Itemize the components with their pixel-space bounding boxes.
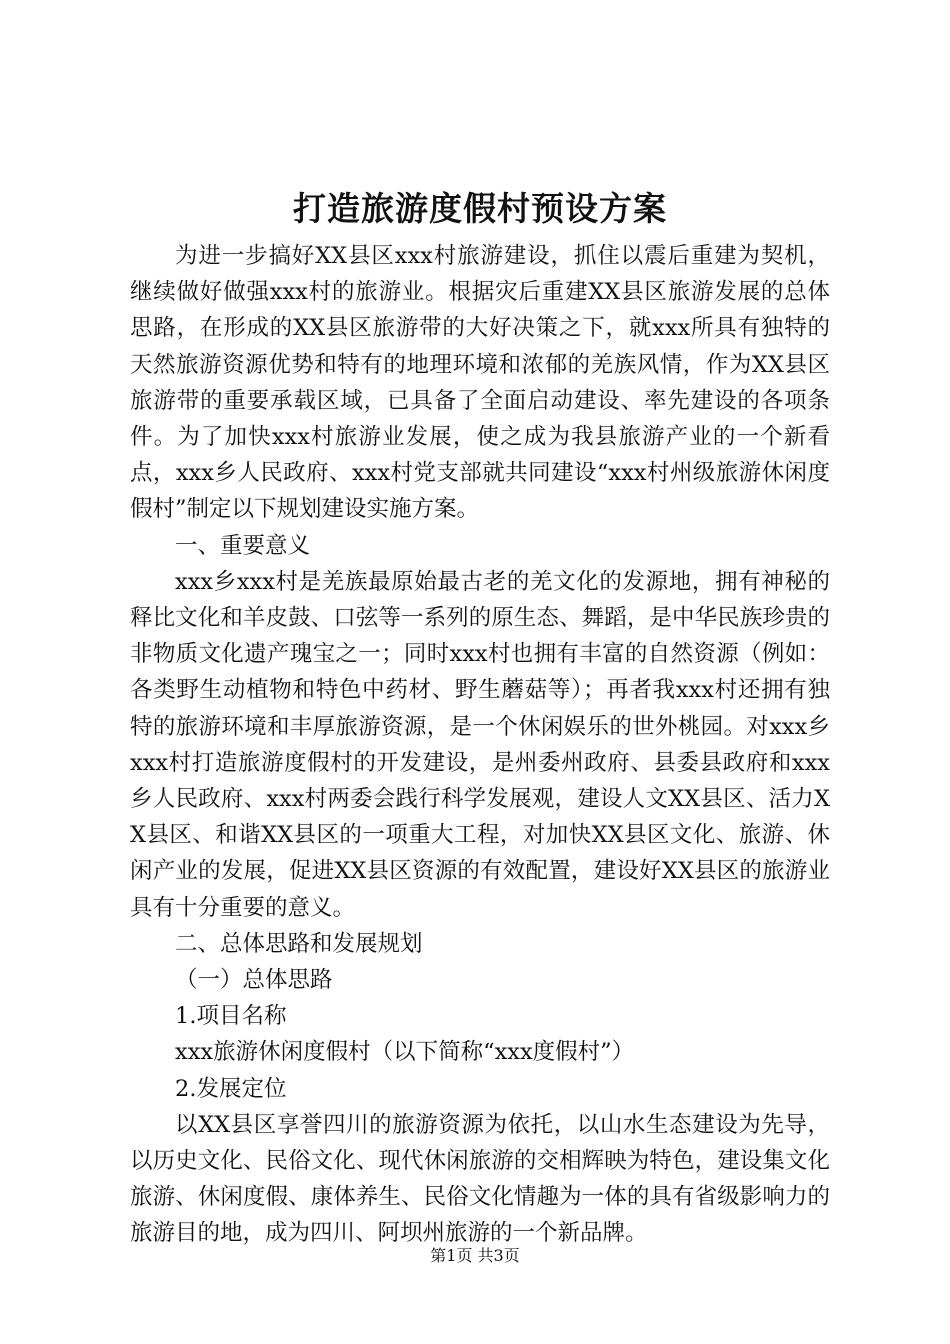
paragraph-significance: xxx乡xxx村是羌族最原始最古老的羌文化的发源地，拥有神秘的释比文化和羊皮鼓、口弦等一系列的原生态、舞蹈，是中华民族珍贵的非物质文化遗产瑰宝之一；同时xxx村也拥有丰富的自然资源（例如：各类野生动植物和特色中药材、野生蘑菇等）；再者我xxx村还拥有独特的旅游环境和丰厚旅游资源，是一个休闲娱乐的世外桃园。对xxx乡xxx村打造旅游度假村的开发建设，是州委州政府、县委县政府和xxx乡人民政府、xxx村两委会践行科学发展观，建设人文XX县区、活力XX县区、和谐XX县区的一项重大工程，对加快XX县区文化、旅游、休闲产业的发展，促进XX县区资源的有效配置，建设好XX县区的旅游业具有十分重要的意义。: [130, 568, 830, 921]
document-title: 打造旅游度假村预设方案: [293, 189, 667, 228]
item-heading-project-name: 1.项目名称: [175, 1003, 287, 1030]
section-heading-plan: 二、总体思路和发展规划: [175, 930, 423, 957]
item-heading-positioning: 2.发展定位: [175, 1075, 287, 1102]
paragraph-project-name: xxx旅游休闲度假村（以下简称“xxx度假村”）: [175, 1039, 635, 1066]
section-heading-significance: 一、重要意义: [175, 532, 311, 559]
page-number-footer: 第1页 共3页: [430, 1246, 520, 1265]
subsection-heading-overall: （一）总体思路: [175, 967, 333, 994]
paragraph-positioning: 以XX县区享誉四川的旅游资源为依托，以山水生态建设为先导，以历史文化、民俗文化、现代休闲旅游的交相辉映为特色，建设集文化旅游、休闲度假、康体养生、民俗文化情趣为一体的具有省级影响力的旅游目的地，成为四川、阿坝州旅游的一个新品牌。: [130, 1111, 830, 1247]
document-page: [130, 180, 830, 1252]
paragraph-intro: 为进一步搞好XX县区xxx村旅游建设，抓住以震后重建为契机，继续做好做强xxx村的旅游业。根据灾后重建XX县区旅游发展的总体思路，在形成的XX县区旅游带的大好决策之下，就xxx所具有独特的天然旅游资源优势和特有的地理环境和浓郁的羌族风情，作为XX县区旅游带的重要承载区域，已具备了全面启动建设、率先建设的各项条件。为了加快xxx村旅游业发展，使之成为我县旅游产业的一个新看点，xxx乡人民政府、xxx村党支部就共同建设“xxx村州级旅游休闲度假村”制定以下规划建设实施方案。: [130, 243, 830, 523]
